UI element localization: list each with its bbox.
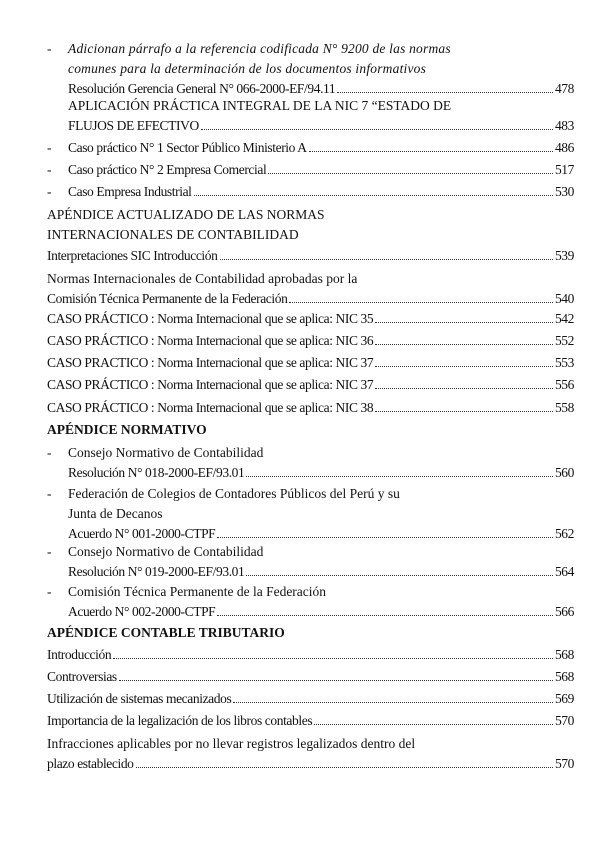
toc-leader-line	[47, 646, 574, 663]
toc-entry-text: APLICACIÓN PRÁCTICA INTEGRAL DE LA NIC 7 “ESTADO DE	[68, 98, 452, 113]
toc-entry-title: plazo establecido	[47, 756, 134, 771]
toc-leader-line	[68, 525, 574, 542]
toc-leader-line	[47, 712, 574, 729]
dot-leader	[375, 388, 553, 389]
toc-leader-line	[68, 139, 574, 156]
toc-entry-text: comunes para la determinación de los documentos informativos	[68, 61, 427, 76]
dot-leader	[217, 615, 553, 616]
page-number: 517	[554, 162, 574, 177]
toc-leader-line	[47, 332, 574, 349]
toc-entry-title: Controversias	[47, 669, 117, 684]
toc-entry-text: Consejo Normativo de Contabilidad	[68, 445, 264, 460]
toc-entry-title: Caso práctico N° 2 Empresa Comercial	[68, 162, 267, 177]
page-number: 558	[554, 400, 574, 415]
toc-leader-line	[47, 310, 574, 327]
bullet-dash: -	[47, 445, 52, 460]
bullet-dash: -	[47, 162, 52, 177]
toc-entry-title: Caso Empresa Industrial	[68, 184, 192, 199]
toc-leader-line	[47, 376, 574, 393]
section-heading: APÉNDICE CONTABLE TRIBUTARIO	[47, 625, 285, 640]
page-number: 566	[554, 604, 574, 619]
toc-entry-text: Junta de Decanos	[68, 506, 163, 521]
toc-entry-text: Consejo Normativo de Contabilidad	[68, 544, 264, 559]
toc-entry-title: FLUJOS DE EFECTIVO	[68, 118, 199, 133]
toc-entry-title: CASO PRÁCTICO : Norma Internacional que se aplica: NIC 36	[47, 333, 374, 348]
page-number: 564	[554, 564, 574, 579]
page-number: 568	[554, 669, 574, 684]
page-number: 560	[554, 465, 574, 480]
toc-entry-title: CASO PRÁCTICO : Norma Internacional que se aplica: NIC 35	[47, 311, 374, 326]
page-number: 570	[554, 713, 574, 728]
dot-leader	[194, 195, 553, 196]
dot-leader	[217, 537, 553, 538]
dot-leader	[220, 259, 553, 260]
page-number: 539	[554, 248, 574, 263]
page-number: 568	[554, 647, 574, 662]
page-number: 530	[554, 184, 574, 199]
dot-leader	[337, 92, 553, 93]
toc-leader-line	[68, 464, 574, 481]
toc-leader-line	[47, 755, 574, 772]
toc-entry-title: Acuerdo N° 002-2000-CTPF	[68, 604, 216, 619]
toc-entry-text: Infracciones aplicables por no llevar registros legalizados dentro del	[47, 736, 416, 751]
toc-leader-line	[68, 183, 574, 200]
bullet-dash: -	[47, 544, 52, 559]
toc-entry-text: APÉNDICE ACTUALIZADO DE LAS NORMAS	[47, 207, 325, 222]
toc-entry-title: CASO PRÁCTICO : Norma Internacional que se aplica: NIC 37	[47, 377, 374, 392]
toc-entry-title: CASO PRACTICO : Norma Internacional que se aplica: NIC 37	[47, 355, 374, 370]
dot-leader	[289, 302, 553, 303]
dot-leader	[113, 658, 553, 659]
toc-leader-line	[68, 603, 574, 620]
toc-leader-line	[68, 563, 574, 580]
toc-leader-line	[47, 290, 574, 307]
toc-entry-title: Comisión Técnica Permanente de la Federación	[47, 291, 288, 306]
bullet-dash: -	[47, 486, 52, 501]
toc-entry-title: Utilización de sistemas mecanizados	[47, 691, 232, 706]
page-number: 556	[554, 377, 574, 392]
toc-entry-text: INTERNACIONALES DE CONTABILIDAD	[47, 227, 299, 242]
toc-leader-line	[47, 668, 574, 685]
toc-leader-line	[68, 80, 574, 97]
toc-entry-text: Federación de Colegios de Contadores Públicos del Perú y su	[68, 486, 400, 501]
bullet-dash: -	[47, 140, 52, 155]
toc-leader-line	[68, 117, 574, 134]
dot-leader	[309, 151, 553, 152]
page-number: 542	[554, 311, 574, 326]
toc-entry-text: Comisión Técnica Permanente de la Federación	[68, 584, 327, 599]
toc-entry-title: CASO PRÁCTICO : Norma Internacional que se aplica: NIC 38	[47, 400, 374, 415]
page-number: 483	[554, 118, 574, 133]
dot-leader	[314, 724, 553, 725]
page-number: 570	[554, 756, 574, 771]
toc-leader-line	[47, 247, 574, 264]
toc-entry-title: Introducción	[47, 647, 112, 662]
section-heading: APÉNDICE NORMATIVO	[47, 422, 207, 437]
dot-leader	[375, 366, 553, 367]
toc-entry-title: Resolución N° 019-2000-EF/93.01	[68, 564, 245, 579]
toc-entry-title: Importancia de la legalización de los libros contables	[47, 713, 313, 728]
dot-leader	[375, 322, 553, 323]
dot-leader	[246, 575, 553, 576]
bullet-dash: -	[47, 184, 52, 199]
page-number: 569	[554, 691, 574, 706]
toc-leader-line	[68, 161, 574, 178]
dot-leader	[233, 702, 553, 703]
toc-entry-title: Interpretaciones SIC Introducción	[47, 248, 218, 263]
toc-entry-title: Resolución Gerencia General N° 066-2000-EF/94.11	[68, 81, 336, 96]
toc-entry-title: Acuerdo N° 001-2000-CTPF	[68, 526, 216, 541]
bullet-dash: -	[47, 41, 52, 56]
page-number: 562	[554, 526, 574, 541]
toc-entry-title: Resolución N° 018-2000-EF/93.01	[68, 465, 245, 480]
toc-entry-text: Normas Internacionales de Contabilidad aprobadas por la	[47, 271, 358, 286]
dot-leader	[375, 411, 553, 412]
dot-leader	[119, 680, 553, 681]
toc-entry-text: Adicionan párrafo a la referencia codificada N° 9200 de las normas	[68, 41, 451, 56]
page-number: 486	[554, 140, 574, 155]
dot-leader	[136, 767, 553, 768]
dot-leader	[375, 344, 553, 345]
page-number: 552	[554, 333, 574, 348]
toc-leader-line	[47, 354, 574, 371]
page-number: 540	[554, 291, 574, 306]
toc-leader-line	[47, 690, 574, 707]
dot-leader	[246, 476, 553, 477]
toc-leader-line	[47, 399, 574, 416]
dot-leader	[201, 129, 553, 130]
toc-entry-title: Caso práctico N° 1 Sector Público Ministerio A	[68, 140, 307, 155]
page-number: 553	[554, 355, 574, 370]
page-number: 478	[554, 81, 574, 96]
bullet-dash: -	[47, 584, 52, 599]
dot-leader	[268, 173, 553, 174]
